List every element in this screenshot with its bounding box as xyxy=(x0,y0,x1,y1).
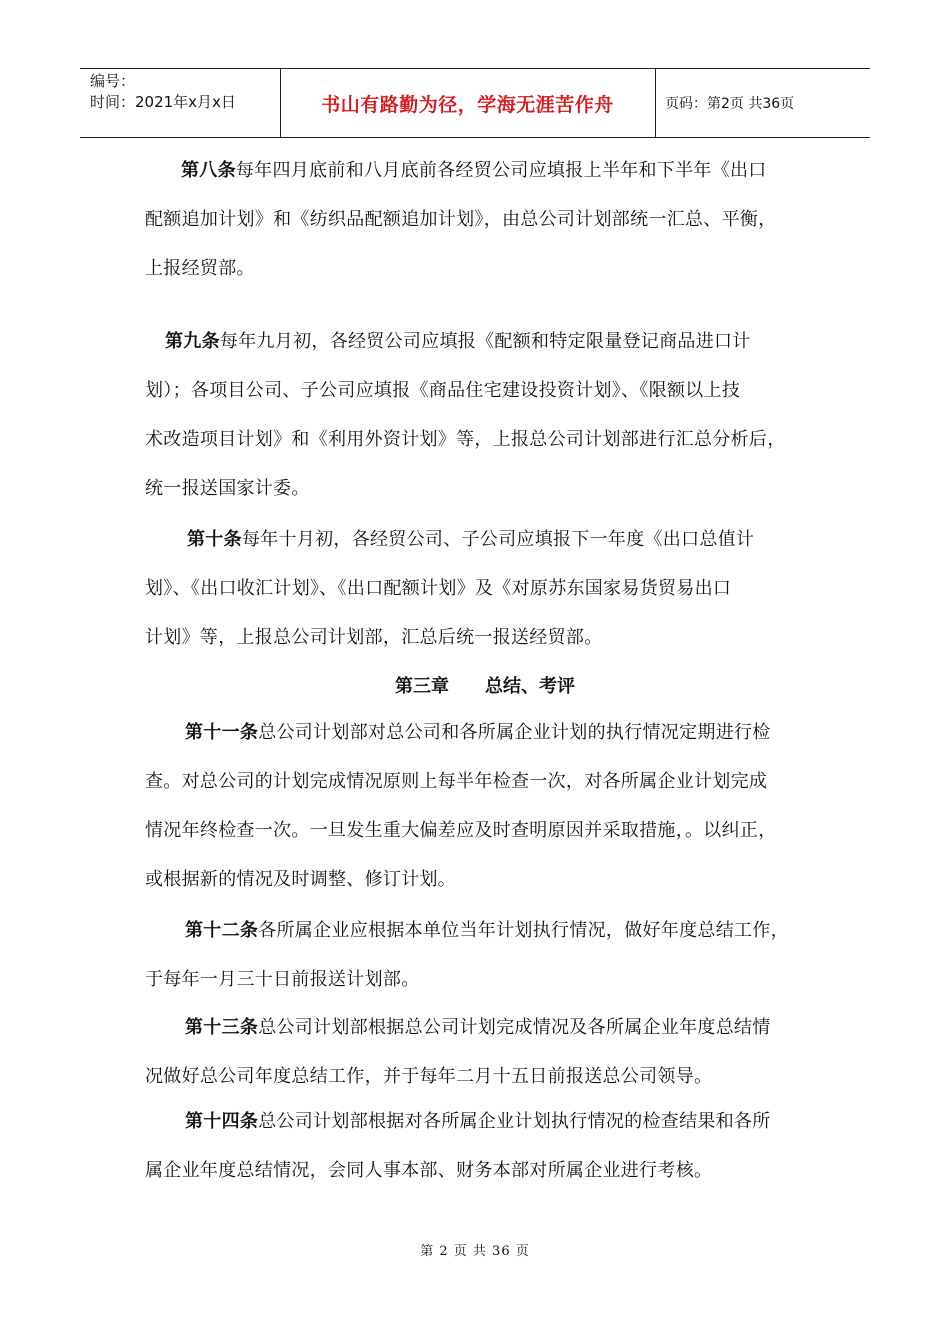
article-text-line: 划）；各项目公司、子公司应填报《商品住宅建设投资计划》、《限额以上技 xyxy=(145,380,741,401)
article-text-line: 配额追加计划》和《纺织品配额追加计划》，由总公司计划部统一汇总、平衡， xyxy=(145,209,777,230)
article-text-line: 每年九月初，各经贸公司应填报《配额和特定限量登记商品进口计 xyxy=(219,331,751,352)
article-text-line: 计划》等，上报总公司计划部，汇总后统一报送经贸部。 xyxy=(145,627,603,648)
article-8 xyxy=(145,146,825,293)
article-label: 第十条 xyxy=(187,529,242,550)
article-10 xyxy=(145,515,825,662)
article-11 xyxy=(145,708,825,904)
chapter-title: 总结、考评 xyxy=(485,676,575,697)
article-12 xyxy=(145,906,825,1004)
article-label: 第八条 xyxy=(181,160,236,181)
article-text-line: 或根据新的情况及时调整、修订计划。 xyxy=(145,869,457,890)
article-text-line: 每年四月底前和八月底前各经贸公司应填报上半年和下半年《出口 xyxy=(235,160,767,181)
article-14 xyxy=(145,1097,825,1195)
article-text-line: 属企业年度总结情况，会同人事本部、财务本部对所属企业进行考核。 xyxy=(145,1160,713,1181)
article-label: 第十一条 xyxy=(185,722,259,743)
header-divider xyxy=(655,69,656,137)
article-text-line: 统一报送国家计委。 xyxy=(145,478,310,499)
document-number-label: 编号： xyxy=(90,72,136,90)
article-text-line: 每年十月初，各经贸公司、子公司应填报下一年度《出口总值计 xyxy=(241,529,755,550)
chapter-heading xyxy=(145,667,825,707)
article-text-line: 上报经贸部。 xyxy=(145,258,255,279)
article-text-line: 术改造项目计划》和《利用外资计划》等，上报总公司计划部进行汇总分析后， xyxy=(145,429,786,450)
article-text-line: 总公司计划部对总公司和各所属企业计划的执行情况定期进行检 xyxy=(258,722,771,743)
document-header xyxy=(80,68,870,138)
article-text-line: 总公司计划部根据对各所属企业计划执行情况的检查结果和各所 xyxy=(258,1111,771,1132)
header-meta xyxy=(90,71,236,113)
chapter-number: 第三章 xyxy=(395,676,449,697)
article-label: 第十四条 xyxy=(185,1111,259,1132)
article-text-line: 情况年终检查一次。一旦发生重大偏差应及时查明原因并采取措施，。以纠正， xyxy=(145,820,777,841)
header-motto: 书山有路勤为径，学海无涯苦作舟 xyxy=(321,93,614,116)
article-label: 第十二条 xyxy=(185,920,259,941)
article-13 xyxy=(145,1003,825,1101)
article-text-line: 况做好总公司年度总结工作，并于每年二月十五日前报送总公司领导。 xyxy=(145,1066,713,1087)
article-text-line: 于每年一月三十日前报送计划部。 xyxy=(145,969,420,990)
article-text-line: 总公司计划部根据总公司计划完成情况及各所属企业年度总结情 xyxy=(258,1017,771,1038)
page-footer: 第 2 页 共 36 页 xyxy=(420,1244,530,1259)
article-text-line: 查。对总公司的计划完成情况原则上每半年检查一次，对各所属企业计划完成 xyxy=(145,771,768,792)
article-text-line: 划》、《出口收汇计划》、《出口配额计划》及《对原苏东国家易货贸易出口 xyxy=(145,578,732,599)
article-text-line: 各所属企业应根据本单位当年计划执行情况，做好年度总结工作， xyxy=(258,920,789,941)
document-time-label: 时间：2021年x月x日 xyxy=(90,93,236,111)
article-label: 第十三条 xyxy=(185,1017,259,1038)
header-page-info: 页码：第2页 共36页 xyxy=(665,96,795,112)
article-9 xyxy=(145,317,825,513)
article-label: 第九条 xyxy=(165,331,220,352)
